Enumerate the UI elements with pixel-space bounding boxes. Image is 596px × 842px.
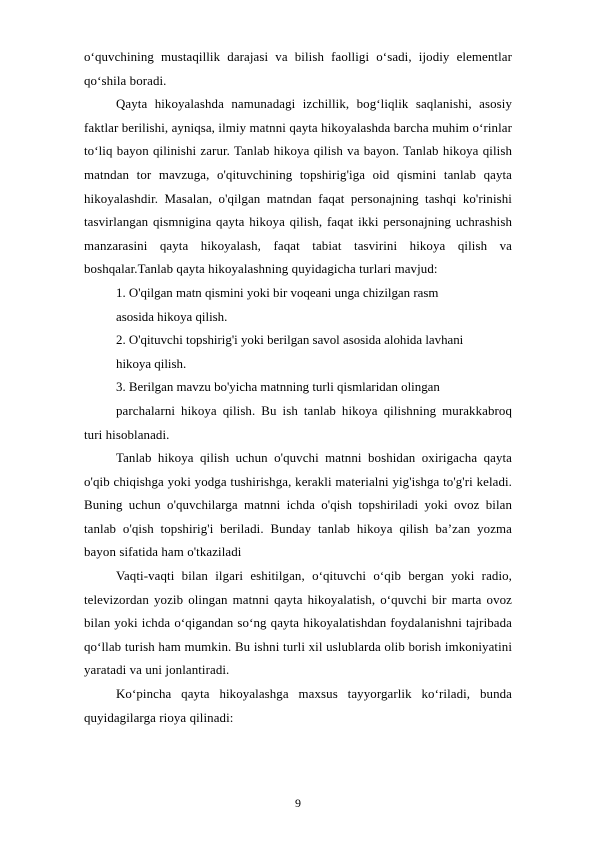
list-item-2-lead: 2. O'qituvchi topshirig'i yoki berilgan savol asosida alohida lavhani — [116, 333, 464, 348]
page-body — [84, 46, 512, 730]
paragraph-preparation: Ko‘pincha qayta hikoyalashga maxsus tayyorgarlik ko‘riladi, bunda quyidagilarga rioya qilinadi: — [84, 687, 512, 725]
list-item-3-cont: parchalarni hikoya qilish. Bu ish tanlab hikoya qilishning murakkabroq turi hisoblanadi. — [84, 403, 512, 442]
list-item-1-cont: asosida hikoya qilish. — [116, 309, 228, 324]
page-number: 9 — [295, 796, 301, 810]
list-item-1-lead: 1. O'qilgan matn qismini yoki bir voqeani unga chizilgan rasm — [116, 285, 439, 300]
list-item-3-lead: 3. Berilgan mavzu bo'yicha matnning turli qismlaridan olingan — [116, 380, 440, 395]
list-item-2-cont: hikoya qilish. — [116, 356, 187, 371]
paragraph-selective-retelling: Tanlab hikoya qilish uchun o'quvchi matnni boshidan oxirigacha qayta o'qib chiqishga yoki yodga tushirishga, kerakli materialni yig'ishga to'g'ri keladi. Buning uchun o'quvchilarga matnni ichda o'qish topshiriladi yoki ovoz bilan tanlab o'qish topshirig'i beriladi. Bunday tanlab hikoya qilish ba’zan yozma bayon sifatida ham o'tkaziladi — [84, 451, 512, 560]
paragraph-occasional-retelling: Vaqti-vaqti bilan ilgari eshitilgan, o‘qituvchi o‘qib bergan yoki radio, televizordan yozib olingan matnni qayta hikoyalatish, o‘quvchi bir marta ovoz bilan yoki ichda o‘qigandan so‘ng qayta hikoyalatishdan foydalanishni tajribada qo‘llab turish ham mumkin. Bu ishni turli xil uslublarda olib borish imkoniyatini yaratadi va uni jonlantiradi. — [84, 569, 512, 678]
paragraph-continuation: o‘quvchining mustaqillik darajasi va bilish faolligi o‘sadi, ijodiy elementlar qo‘shila boradi. — [84, 50, 512, 88]
paragraph-retelling-requirements: Qayta hikoyalashda namunadagi izchillik, bog‘liqlik saqlanishi, asosiy faktlar berilishi, ayniqsa, ilmiy matnni qayta hikoyalashda barcha muhim o‘rinlar to‘liq bayon qilinishi zarur. Tanlab hikoya qilish va bayon. Tanlab hikoya qilish matndan tor mavzuga, o'qituvchining topshirig'iga oid qismini tanlab qayta hikoyalashdir. Masalan, o'qilgan matndan faqat personajning tashqi ko'rinishi tasvirlangan qismnigina qayta hikoya qilish, faqat ikki personajning uchrashish manzarasini qayta hikoyalash, faqat tabiat tasvirini hikoya qilish va boshqalar.Tanlab qayta hikoyalashning quyidagicha turlari mavjud: — [84, 97, 512, 277]
